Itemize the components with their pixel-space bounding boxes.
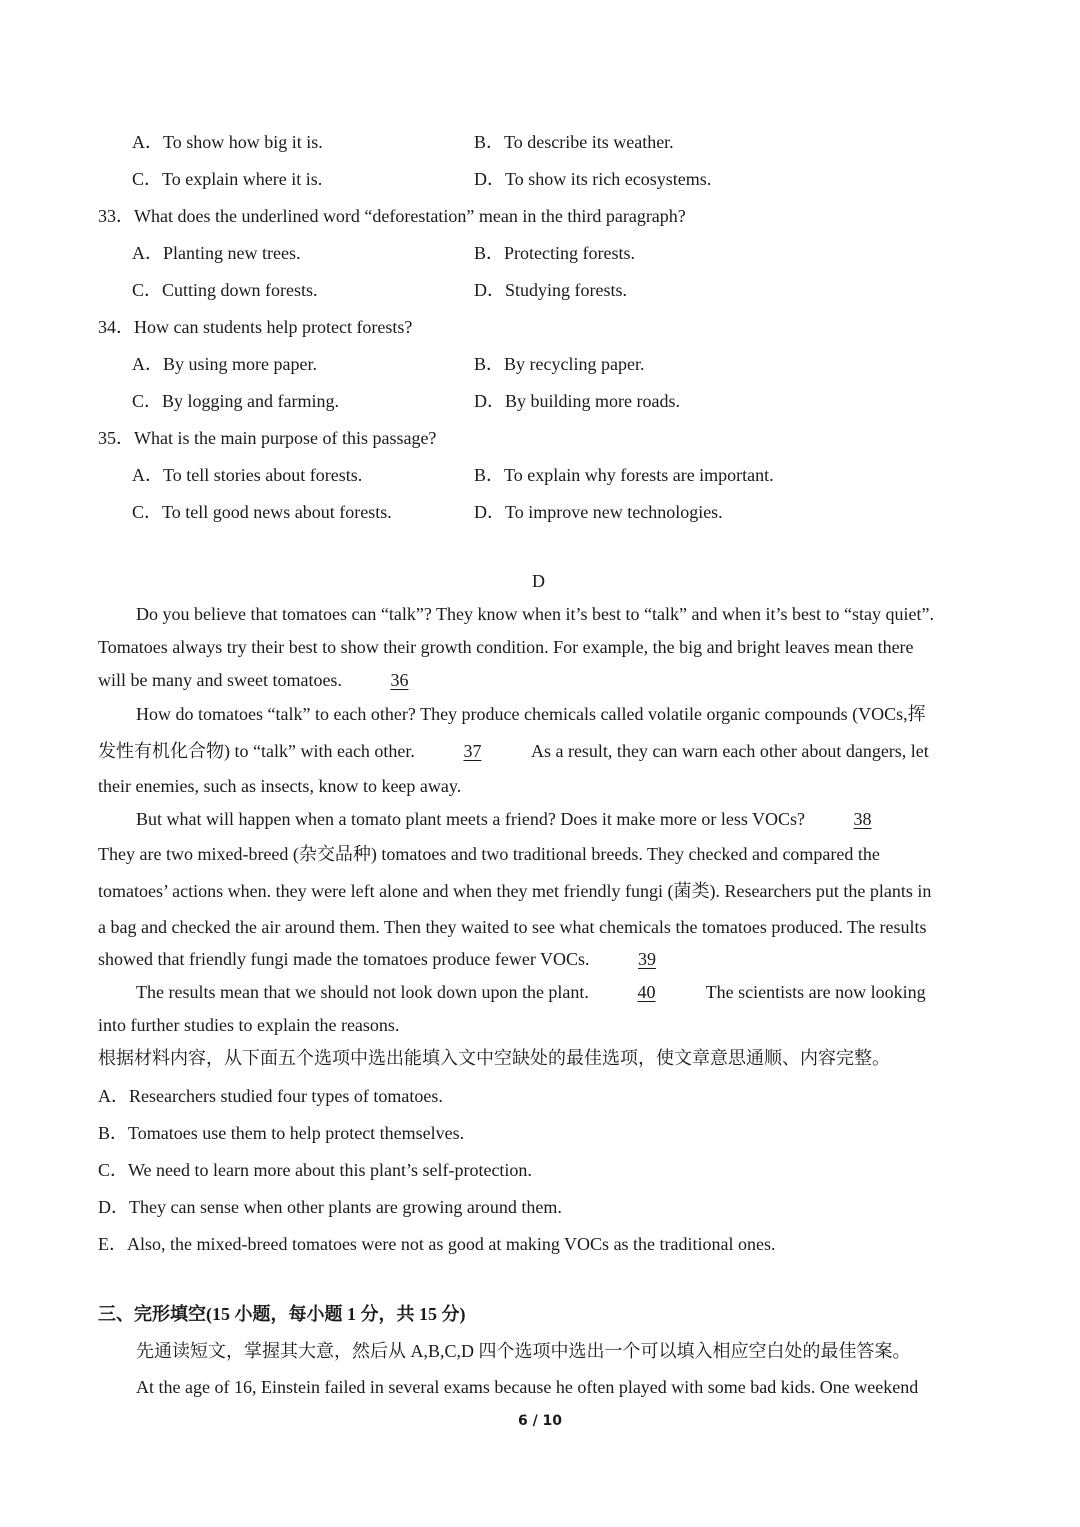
passage-d-p1-line3 <box>98 668 446 692</box>
q32-option-b: B．To describe its weather. <box>474 132 674 152</box>
passage-d-p3-line5 <box>98 947 694 971</box>
passage-d-p2-line2 <box>98 739 929 763</box>
section3-first-line: At the age of 16, Einstein failed in several exams because he often played with some bad kids. One weekend <box>136 1377 919 1397</box>
q34-option-b: B．By recycling paper. <box>474 354 645 374</box>
q33-stem: 33．What does the underlined word “deforestation” mean in the third paragraph? <box>98 206 686 226</box>
passage-d-instruction: 根据材料内容，从下面五个选项中选出能填入文中空缺处的最佳选项，使文章意思通顺、内容完整。 <box>98 1048 890 1068</box>
blank-37: 37 <box>463 741 482 761</box>
blank-39: 39 <box>638 949 657 969</box>
q32-option-c: C．To explain where it is. <box>132 169 323 189</box>
passage-text: The scientists are now looking <box>705 982 926 1002</box>
passage-d-option-e: E．Also, the mixed-breed tomatoes were not as good at making VOCs as the traditional ones. <box>98 1234 776 1254</box>
passage-d-p2-line3: their enemies, such as insects, know to keep away. <box>98 776 462 796</box>
q32-option-a: A．To show how big it is. <box>132 132 323 152</box>
passage-text: The results mean that we should not look down upon the plant. <box>136 982 589 1002</box>
passage-text: As a result, they can warn each other about dangers, let <box>530 741 929 761</box>
passage-d-p3-line1 <box>136 807 910 831</box>
q34-option-a: A．By using more paper. <box>132 354 317 374</box>
passage-d-p4-line1 <box>136 980 926 1004</box>
passage-text: showed that friendly fungi made the tomatoes produce fewer VOCs. <box>98 949 590 969</box>
q33-option-a: A．Planting new trees. <box>132 243 301 263</box>
q35-option-c: C．To tell good news about forests. <box>132 502 392 522</box>
passage-d-heading: D <box>532 571 545 591</box>
q34-stem: 34．How can students help protect forests? <box>98 317 413 337</box>
section3-title: 三、完形填空(15 小题，每小题 1 分，共 15 分) <box>98 1304 466 1324</box>
q35-option-d: D．To improve new technologies. <box>474 502 723 522</box>
blank-36: 36 <box>390 670 409 690</box>
passage-d-p3-line4: a bag and checked the air around them. Then they waited to see what chemicals the tomatoes produced. The results <box>98 917 927 937</box>
passage-d-option-c: C．We need to learn more about this plant’s self-protection. <box>98 1160 532 1180</box>
passage-d-option-a: A．Researchers studied four types of tomatoes. <box>98 1086 443 1106</box>
passage-d-p3-line2: They are two mixed-breed (杂交品种) tomatoes and two traditional breeds. They checked and compared the <box>98 844 880 864</box>
q35-option-a: A．To tell stories about forests. <box>132 465 363 485</box>
passage-d-p1-line2: Tomatoes always try their best to show their growth condition. For example, the big and bright leaves mean there <box>98 637 914 657</box>
section3-instruction: 先通读短文，掌握其大意，然后从 A,B,C,D 四个选项中选出一个可以填入相应空白处的最佳答案。 <box>136 1341 911 1361</box>
passage-text: But what will happen when a tomato plant meets a friend? Does it make more or less VOCs? <box>136 809 806 829</box>
passage-d-option-b: B．Tomatoes use them to help protect themselves. <box>98 1123 465 1143</box>
blank-40: 40 <box>637 982 656 1002</box>
passage-d-p1-line1: Do you believe that tomatoes can “talk”? They know when it’s best to “talk” and when it’s best to “stay quiet”. <box>136 604 934 624</box>
page-number: 6 / 10 <box>517 1413 563 1429</box>
passage-d-p4-line2: into further studies to explain the reasons. <box>98 1015 400 1035</box>
q33-option-b: B．Protecting forests. <box>474 243 635 263</box>
q35-option-b: B．To explain why forests are important. <box>474 465 774 485</box>
q34-option-d: D．By building more roads. <box>474 391 680 411</box>
q34-option-c: C．By logging and farming. <box>132 391 339 411</box>
passage-d-p2-line1: How do tomatoes “talk” to each other? They produce chemicals called volatile organic compounds (VOCs,挥 <box>136 704 926 724</box>
q32-option-d: D．To show its rich ecosystems. <box>474 169 712 189</box>
passage-d-option-d: D．They can sense when other plants are growing around them. <box>98 1197 562 1217</box>
q33-option-d: D．Studying forests. <box>474 280 627 300</box>
passage-d-p3-line3: tomatoes’ actions when. they were left alone and when they met friendly fungi (菌类). Researchers put the plants in <box>98 881 932 901</box>
q35-stem: 35．What is the main purpose of this passage? <box>98 428 437 448</box>
blank-38: 38 <box>853 809 872 829</box>
q33-option-c: C．Cutting down forests. <box>132 280 318 300</box>
passage-text: 发性有机化合物) to “talk” with each other. <box>98 741 415 761</box>
passage-text: will be many and sweet tomatoes. <box>98 670 342 690</box>
